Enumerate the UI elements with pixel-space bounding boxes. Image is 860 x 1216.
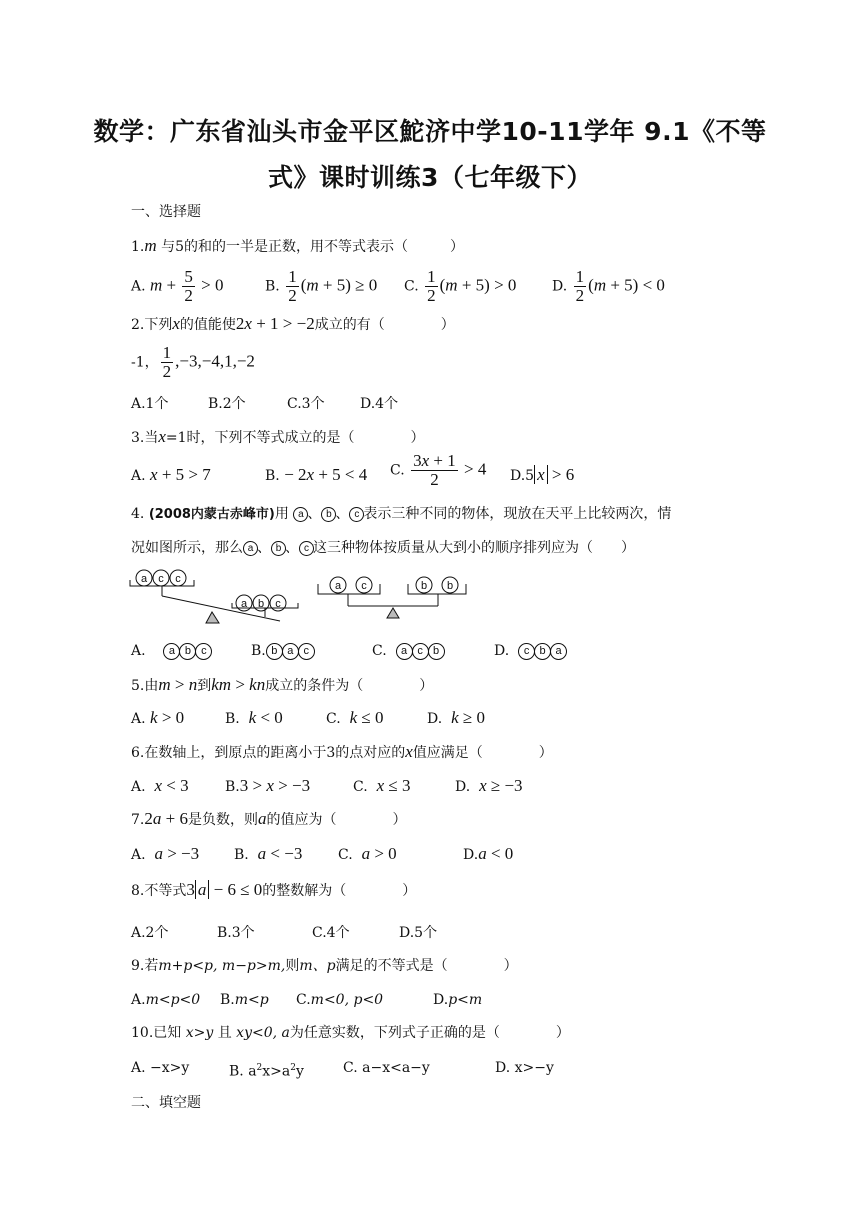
q7-option-c[interactable]: C. a > 0	[338, 844, 397, 863]
question-number: 1.	[131, 239, 145, 255]
q2-option-c[interactable]: C.3个	[287, 396, 325, 412]
q7-option-a[interactable]: A. a > −3	[131, 844, 200, 863]
q6-option-a[interactable]: A. x < 3	[131, 776, 189, 795]
svg-text:a: a	[140, 573, 148, 585]
question-text: 与5的和的一半是正数，用不等式表示（ ）	[161, 239, 464, 255]
question-source: (2008内蒙古赤峰市)	[148, 507, 275, 522]
question-4-cont: 况如图所示，那么 a 、 b 、 c 这三种物体按质量从大到小的顺序排列应为（ ）	[131, 540, 635, 556]
svg-text:b: b	[257, 598, 265, 610]
q3-option-b[interactable]: B. − 2x + 5 < 4	[265, 465, 368, 484]
svg-text:c: c	[158, 573, 164, 585]
svg-text:b: b	[446, 580, 454, 592]
q8-option-b[interactable]: B.3个	[217, 925, 255, 941]
q3-option-d[interactable]: D.5 x > 6	[510, 465, 575, 484]
svg-text:a: a	[240, 598, 248, 610]
q1-option-d[interactable]: D. $\frac{1}{2}$ (m + 5) < 0	[552, 267, 665, 305]
svg-text:a: a	[334, 580, 342, 592]
question-2-values: -1， $\frac{1}{2}$ ,−3,−4,1,−2	[131, 343, 255, 381]
q6-option-b[interactable]: B.3 > x > −3	[225, 776, 311, 795]
q2-option-b[interactable]: B.2个	[208, 396, 246, 412]
math-var: m	[144, 236, 157, 255]
svg-text:b: b	[420, 580, 428, 592]
q5-option-b[interactable]: B. k < 0	[225, 708, 283, 727]
q1-option-c[interactable]: C. $\frac{1}{2}$ (m + 5) > 0	[404, 267, 517, 305]
q7-option-d[interactable]: D.a < 0	[463, 844, 514, 863]
ball-c-icon: c	[299, 541, 314, 556]
question-6: 6.在数轴上，到原点的距离小于3的点对应的x值应满足（ ）	[131, 742, 553, 761]
q4-option-b[interactable]: B. b a c	[251, 640, 314, 662]
q10-option-b[interactable]: B. $a^2x>a^2y$	[229, 1063, 304, 1080]
question-4: 4. (2008内蒙古赤峰市)用 a 、 b 、 c 表示三种不同的物体，现放在天平上比较两次，情	[131, 506, 672, 522]
ball-c-icon: c	[349, 507, 364, 522]
q8-option-d[interactable]: D.5个	[399, 925, 438, 941]
q3-option-c[interactable]: C. $\frac{3x + 1}{2}$ > 4	[390, 451, 487, 489]
q2-option-d[interactable]: D.4个	[360, 396, 399, 412]
balance-scales-figure	[128, 566, 468, 632]
question-2: 2.下列x的值能使2x + 1 > −2成立的有（ ）	[131, 314, 455, 333]
q8-option-a[interactable]: A.2个	[131, 925, 169, 941]
q1-option-b[interactable]: B. $\frac{1}{2}$ (m + 5) ≥ 0	[265, 267, 378, 305]
document-title-line1: 数学：广东省汕头市金平区鮀济中学10-11学年 9.1《不等	[93, 117, 767, 146]
ball-b-icon: b	[321, 507, 336, 522]
question-7: 7.2a + 6是负数，则a的值应为（ ）	[131, 809, 407, 828]
q4-option-c[interactable]: C. a c b	[372, 640, 444, 662]
q10-option-d[interactable]: D. x>−y	[495, 1060, 554, 1076]
svg-text:c: c	[361, 580, 367, 592]
q4-option-d[interactable]: D. c b a	[494, 640, 566, 662]
question-5: 5.由m > n到km > kn成立的条件为（ ）	[131, 675, 434, 694]
ball-a-icon: a	[293, 507, 308, 522]
svg-text:c: c	[275, 598, 281, 610]
question-8: 8.不等式3 a − 6 ≤ 0的整数解为（ ）	[131, 880, 417, 899]
question-3: 3.当x=1时，下列不等式成立的是（ ）	[131, 427, 425, 446]
question-1	[131, 236, 464, 257]
q10-option-a[interactable]: A. −x>y	[131, 1060, 190, 1076]
q9-option-a[interactable]: A.m<p<0	[131, 992, 201, 1008]
q3-option-a[interactable]: A. x + 5 > 7	[131, 465, 211, 484]
q6-option-d[interactable]: D. x ≥ −3	[455, 776, 523, 795]
question-9: 9.若m+p<p, m−p>m,则m、p满足的不等式是（ ）	[131, 958, 518, 974]
q9-option-c[interactable]: C.m<0, p<0	[296, 992, 384, 1008]
q7-option-b[interactable]: B. a < −3	[234, 844, 303, 863]
q9-option-d[interactable]: D.p<m	[433, 992, 483, 1008]
q5-option-a[interactable]: A. k > 0	[131, 708, 185, 727]
q6-option-c[interactable]: C. x ≤ 3	[353, 776, 411, 795]
q10-option-c[interactable]: C. a−x<a−y	[343, 1060, 430, 1076]
question-10: 10.已知 x>y 且 xy<0, a为任意实数，下列式子正确的是（ ）	[131, 1025, 570, 1041]
q8-option-c[interactable]: C.4个	[312, 925, 350, 941]
section-heading-choice: 一、选择题	[131, 204, 201, 220]
q5-option-c[interactable]: C. k ≤ 0	[326, 708, 384, 727]
q9-option-b[interactable]: B.m<p	[220, 992, 269, 1008]
q2-option-a[interactable]: A.1个	[131, 396, 169, 412]
balance-scale-1	[130, 570, 298, 623]
q4-option-a[interactable]: A. a b c	[131, 640, 211, 662]
ball-b-icon: b	[271, 541, 286, 556]
section-heading-fill: 二、填空题	[131, 1095, 201, 1111]
document-title-line2: 式》课时训练3（七年级下）	[268, 163, 592, 192]
q5-option-d[interactable]: D. k ≥ 0	[427, 708, 485, 727]
q1-option-a[interactable]: A. m + $\frac{5}{2}$ > 0	[131, 267, 224, 305]
svg-text:c: c	[175, 573, 181, 585]
ball-a-icon: a	[243, 541, 258, 556]
